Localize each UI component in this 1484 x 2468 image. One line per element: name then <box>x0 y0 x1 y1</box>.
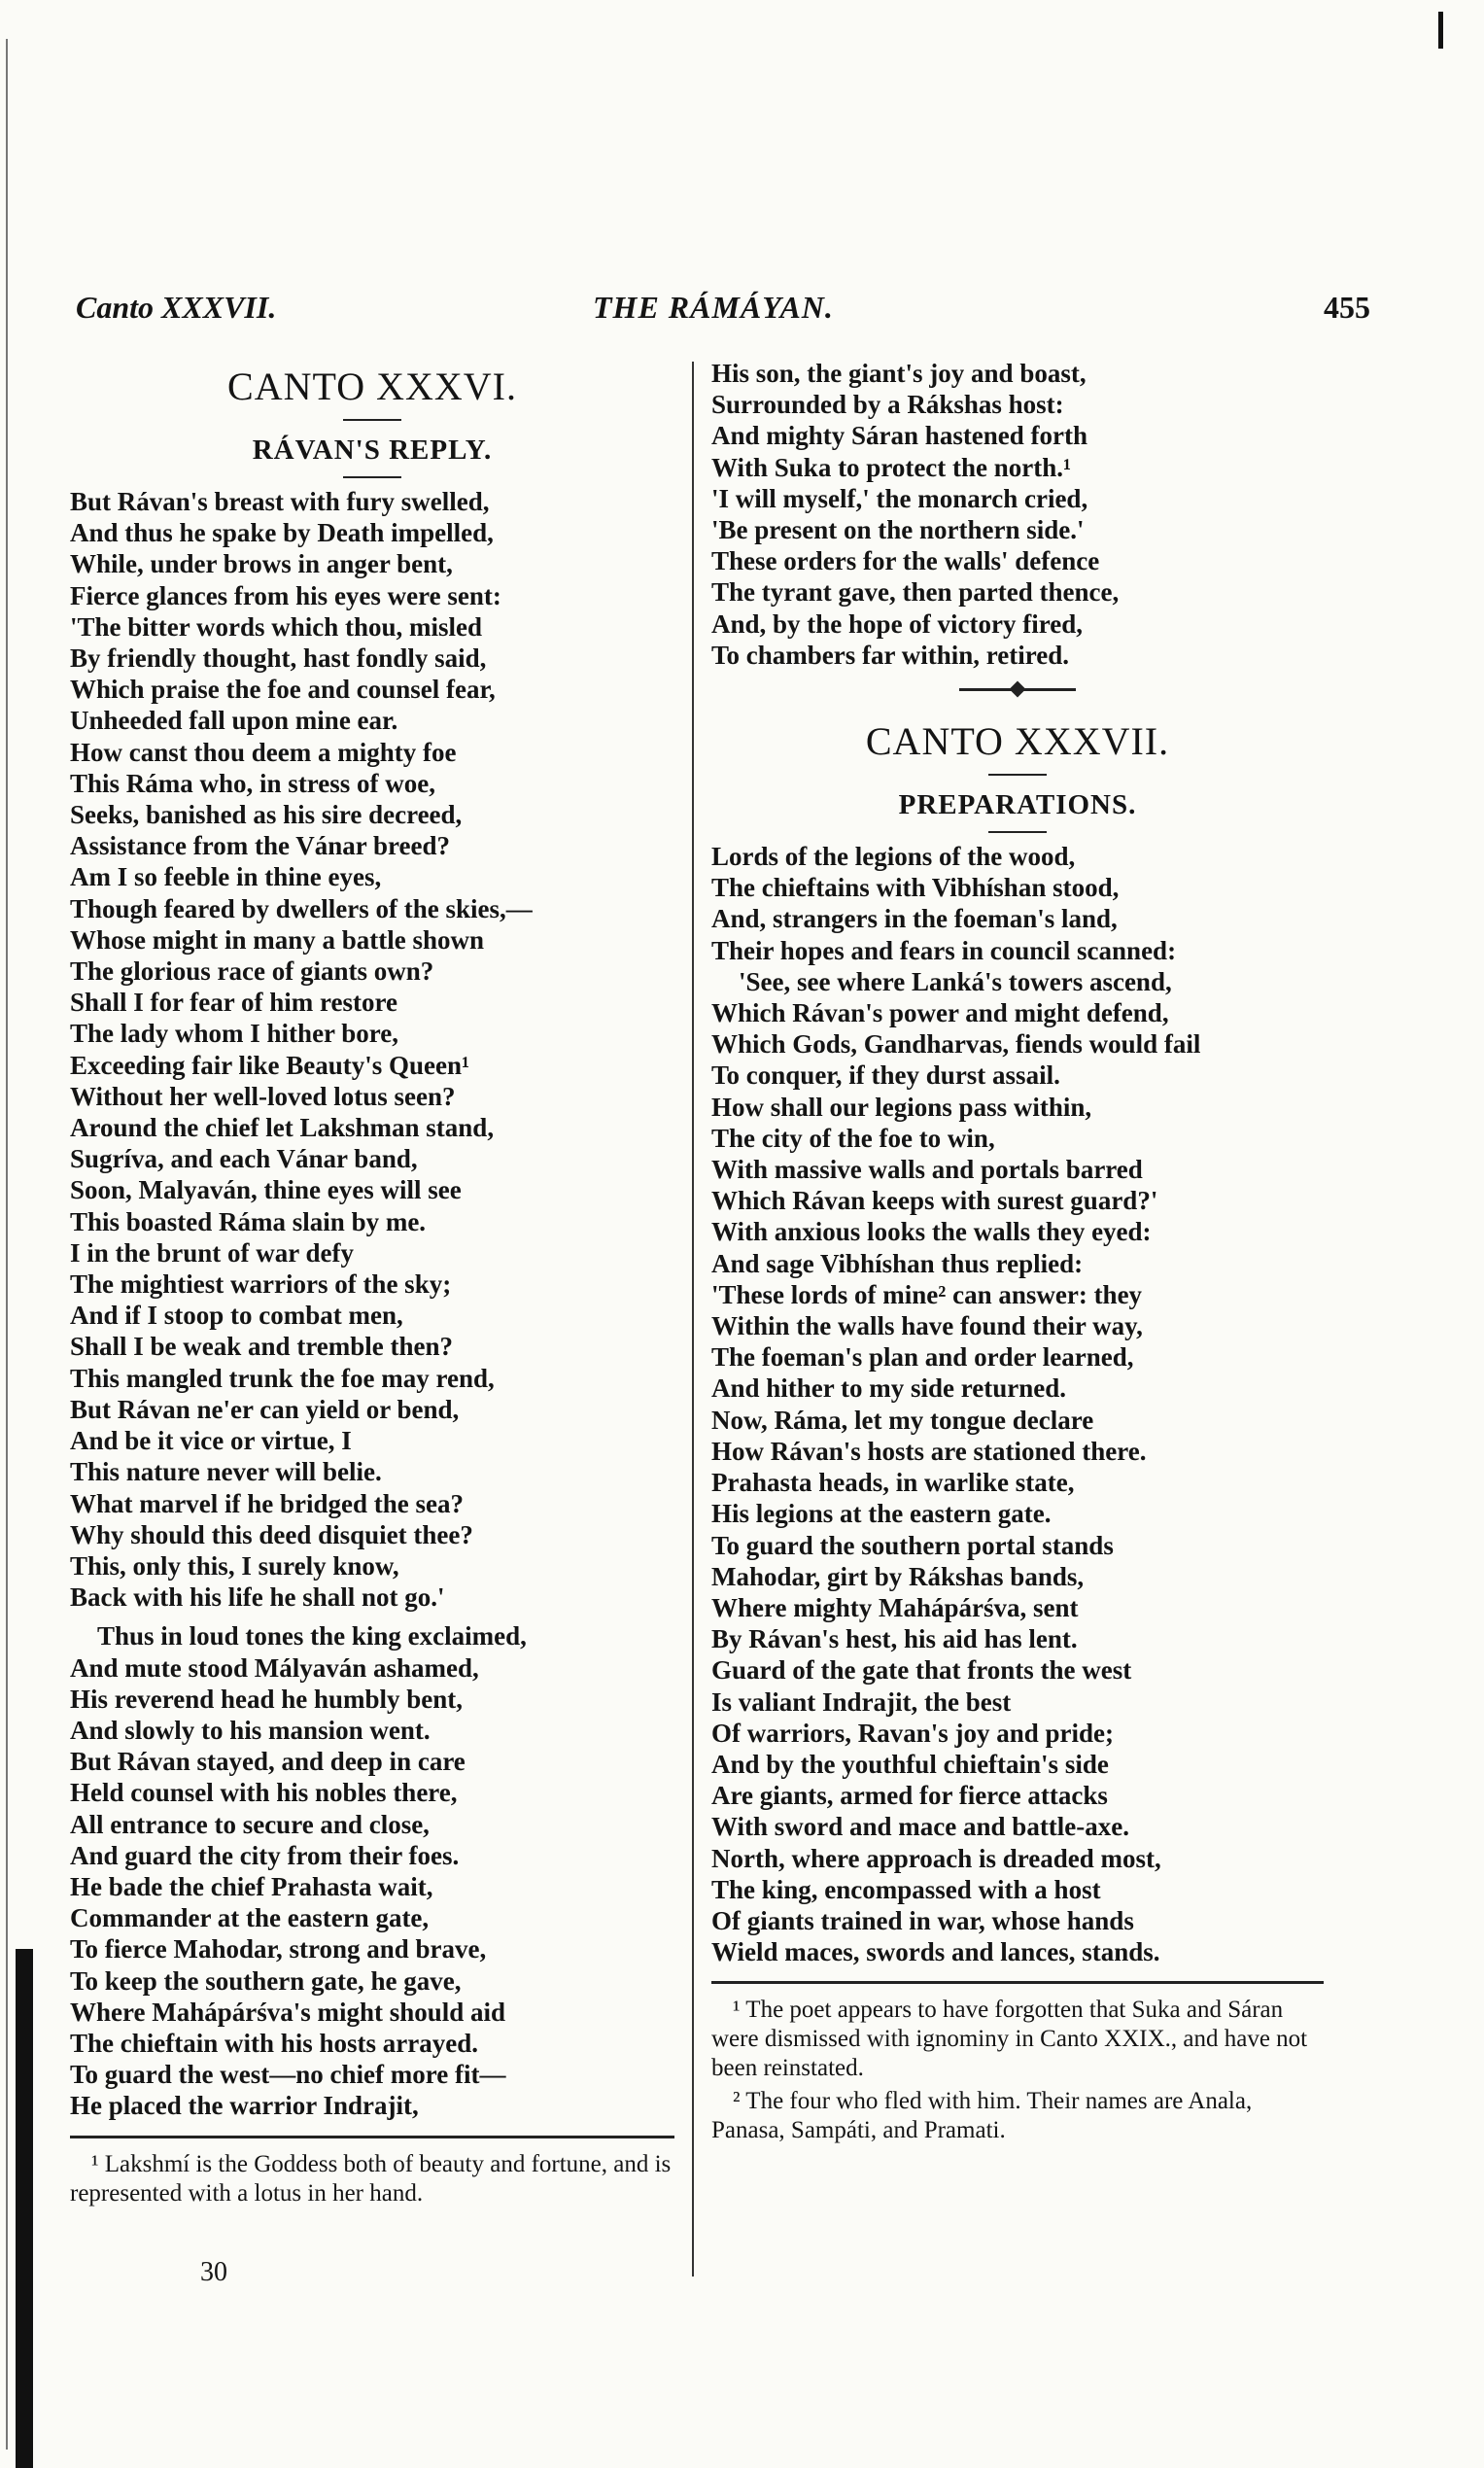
verse-line: By Rávan's hest, his aid has lent. <box>711 1624 1078 1654</box>
verse-line: Shall I be weak and tremble then? <box>70 1332 454 1362</box>
verse-line: And sage Vibhíshan thus replied: <box>711 1248 1084 1278</box>
canto-36-subtitle: RÁVAN'S REPLY. <box>252 435 493 466</box>
verse-line: Guard of the gate that fronts the west <box>711 1655 1132 1686</box>
verse-line: Which praise the foe and counsel fear, <box>70 675 496 705</box>
scan-mark-top-right <box>1438 12 1443 49</box>
verse-line: These orders for the walls' defence <box>711 546 1100 576</box>
verse-line: This nature never will belie. <box>70 1457 382 1487</box>
right-column <box>711 358 1324 2149</box>
binding-shadow <box>16 1949 33 2468</box>
verse-line: While, under brows in anger bent, <box>70 549 453 579</box>
verse-line: He placed the warrior Indrajit, <box>70 2091 419 2121</box>
verse-line: How canst thou deem a mighty foe <box>70 737 457 767</box>
verse-line: With massive walls and portals barred <box>711 1155 1143 1185</box>
verse-line: All entrance to secure and close, <box>70 1809 430 1839</box>
verse-line: And thus he spake by Death impelled, <box>70 518 494 548</box>
verse-line: What marvel if he bridged the sea? <box>70 1488 464 1518</box>
verse-line: How shall our legions pass within, <box>711 1092 1092 1122</box>
verse-line: This boasted Ráma slain by me. <box>70 1206 427 1236</box>
verse-line: By friendly thought, hast fondly said, <box>70 643 487 674</box>
verse-line: But Rávan stayed, and deep in care <box>70 1747 466 1777</box>
verse-line: The tyrant gave, then parted thence, <box>711 577 1120 608</box>
verse-line: To fierce Mahodar, strong and brave, <box>70 1934 487 1964</box>
verse-line: To chambers far within, retired. <box>711 640 1069 670</box>
verse-line: The glorious race of giants own? <box>70 956 434 987</box>
footnotes-left <box>70 2150 674 2208</box>
header-book-title: THE RÁMÁYAN. <box>593 290 834 325</box>
verse-line: Shall I for fear of him restore <box>70 988 397 1018</box>
verse-line: Surrounded by a Rákshas host: <box>711 390 1064 420</box>
printer-signature: 30 <box>200 2257 227 2287</box>
verse-line: 'These lords of mine² can answer: they <box>711 1279 1143 1309</box>
verse-line: Fierce glances from his eyes were sent: <box>70 580 501 610</box>
verse-line: Back with his life he shall not go.' <box>70 1582 445 1613</box>
verse-line: Where mighty Mahápárśva, sent <box>711 1592 1079 1622</box>
verse-line: But Rávan ne'er can yield or bend, <box>70 1394 460 1424</box>
verse-line: 'Be present on the northern side.' <box>711 515 1085 545</box>
verse-line: Without her well-loved lotus seen? <box>70 1081 456 1111</box>
verse-line: Mahodar, girt by Rákshas bands, <box>711 1561 1085 1591</box>
verse-line: Which Rávan keeps with surest guard?' <box>711 1186 1158 1216</box>
verse-line: And slowly to his mansion went. <box>70 1715 431 1745</box>
footnote-rule-left <box>70 2136 674 2138</box>
verse-line: Soon, Malyaván, thine eyes will see <box>70 1175 462 1205</box>
canto-36-title: CANTO XXXVI. <box>227 365 517 408</box>
verse-line: Assistance from the Vánar breed? <box>70 831 450 861</box>
subtitle-rule <box>988 831 1047 833</box>
left-column <box>70 358 674 2212</box>
verse-line: And guard the city from their foes. <box>70 1840 460 1870</box>
title-rule <box>343 419 401 421</box>
verse-line: This mangled trunk the foe may rend, <box>70 1363 495 1393</box>
verse-line: Is valiant Indrajit, the best <box>711 1686 1012 1717</box>
verse-line: 'See, see where Lanká's towers ascend, <box>739 966 1172 996</box>
verse-line: The mightiest warriors of the sky; <box>70 1269 452 1300</box>
verse-line: Unheeded fall upon mine ear. <box>70 706 398 736</box>
verse-line: Whose might in many a battle shown <box>70 924 485 955</box>
verse-line: Sugríva, and each Vánar band, <box>70 1144 418 1174</box>
verse-line: This, only this, I surely know, <box>70 1550 399 1581</box>
footnote: ¹ Lakshmí is the Goddess both of beauty and fortune, and is represented with a lotus in her hand. <box>70 2150 672 2207</box>
verse-line: Thus in loud tones the king exclaimed, <box>97 1621 527 1651</box>
verse-line: The chieftains with Vibhíshan stood, <box>711 873 1120 903</box>
verse-line: The city of the foe to win, <box>711 1123 995 1153</box>
verse-line: And be it vice or virtue, I <box>70 1426 352 1456</box>
verse-line: He bade the chief Prahasta wait, <box>70 1871 433 1901</box>
verse-line: Where Mahápárśva's might should aid <box>70 1997 506 2027</box>
canto-37-verse <box>711 841 1324 1967</box>
canto-36-verse <box>70 486 674 1613</box>
verse-line: The lady whom I hither bore, <box>70 1019 399 1049</box>
verse-line: And, by the hope of victory fired, <box>711 608 1083 639</box>
verse-line: His reverend head he humbly bent, <box>70 1684 464 1714</box>
footnote: ¹ The poet appears to have forgotten that Suka and Sáran were dismissed with ignominy in Canto XXIX., and have not been reinstated. <box>711 1997 1308 2082</box>
verse-line: Around the chief let Lakshman stand, <box>70 1113 495 1143</box>
title-rule <box>988 774 1047 776</box>
verse-line: The king, encompassed with a host <box>711 1874 1101 1904</box>
verse-line: Within the walls have found their way, <box>711 1311 1143 1341</box>
canto-36-verse-2 <box>70 1620 674 2121</box>
scan-edge-left <box>6 39 8 2450</box>
verse-line: His legions at the eastern gate. <box>711 1499 1052 1529</box>
header-canto: Canto XXXVII. <box>76 290 277 325</box>
verse-line: To conquer, if they durst assail. <box>711 1060 1060 1091</box>
verse-line: How Rávan's hosts are stationed there. <box>711 1436 1147 1466</box>
verse-line: This Ráma who, in stress of woe, <box>70 768 436 798</box>
verse-line: I in the brunt of war defy <box>70 1237 355 1268</box>
verse-line: To guard the southern portal stands <box>711 1530 1114 1560</box>
verse-line: To guard the west—no chief more fit— <box>70 2060 506 2090</box>
verse-line: 'The bitter words which thou, misled <box>70 611 483 642</box>
verse-line: To keep the southern gate, he gave, <box>70 1965 462 1996</box>
canto-37-subtitle: PREPARATIONS. <box>898 789 1137 821</box>
verse-line: Of warriors, Ravan's joy and pride; <box>711 1718 1114 1748</box>
page-number: 455 <box>1324 290 1370 325</box>
verse-line: With sword and mace and battle-axe. <box>711 1812 1130 1842</box>
verse-line: Wield maces, swords and lances, stands. <box>711 1937 1160 1967</box>
verse-line: And if I stoop to combat men, <box>70 1301 403 1331</box>
verse-line: Their hopes and fears in council scanned: <box>711 935 1177 965</box>
verse-line: His son, the giant's joy and boast, <box>711 359 1087 388</box>
footnotes-right <box>711 1996 1324 2145</box>
subtitle-rule <box>343 476 401 478</box>
canto-37-title: CANTO XXXVII. <box>865 719 1170 764</box>
verse-line: And, strangers in the foeman's land, <box>711 904 1118 934</box>
verse-line: With anxious looks the walls they eyed: <box>711 1217 1152 1247</box>
verse-line: Now, Ráma, let my tongue declare <box>711 1405 1094 1435</box>
verse-line: Which Rávan's power and might defend, <box>711 998 1169 1028</box>
verse-line: Prahasta heads, in warlike state, <box>711 1468 1075 1498</box>
running-header <box>68 290 1370 338</box>
canto-36-continuation <box>711 358 1324 671</box>
footnote: ² The four who fled with him. Their names are Anala, Panasa, Sampáti, and Pramati. <box>711 2088 1253 2144</box>
verse-line: Commander at the eastern gate, <box>70 1903 430 1933</box>
verse-line: Seeks, banished as his sire decreed, <box>70 800 463 830</box>
verse-line: And mighty Sáran hastened forth <box>711 421 1088 451</box>
verse-line: The chieftain with his hosts arrayed. <box>70 2028 479 2058</box>
verse-line: Which Gods, Gandharvas, fiends would fail <box>711 1029 1201 1060</box>
footnote-rule-right <box>711 1981 1324 1984</box>
verse-line: Am I so feeble in thine eyes, <box>70 862 382 892</box>
verse-line: Are giants, armed for fierce attacks <box>711 1781 1108 1811</box>
verse-line: Held counsel with his nobles there, <box>70 1778 458 1808</box>
verse-line: 'I will myself,' the monarch cried, <box>711 483 1088 513</box>
verse-line: With Suka to protect the north.¹ <box>711 452 1072 482</box>
verse-line: And mute stood Mályaván ashamed, <box>70 1652 479 1683</box>
verse-line: And by the youthful chieftain's side <box>711 1749 1109 1779</box>
verse-line: But Rávan's breast with fury swelled, <box>70 487 490 516</box>
verse-line: Exceeding fair like Beauty's Queen¹ <box>70 1050 470 1080</box>
verse-line: Of giants trained in war, whose hands <box>711 1905 1134 1935</box>
canto-separator <box>959 688 1076 691</box>
verse-line: And hither to my side returned. <box>711 1373 1067 1404</box>
verse-line: Though feared by dwellers of the skies,— <box>70 893 533 923</box>
verse-line: North, where approach is dreaded most, <box>711 1843 1161 1873</box>
verse-line: Why should this deed disquiet thee? <box>70 1519 473 1549</box>
verse-line: The foeman's plan and order learned, <box>711 1342 1134 1373</box>
column-divider <box>692 362 694 2277</box>
verse-line: Lords of the legions of the wood, <box>711 842 1076 872</box>
